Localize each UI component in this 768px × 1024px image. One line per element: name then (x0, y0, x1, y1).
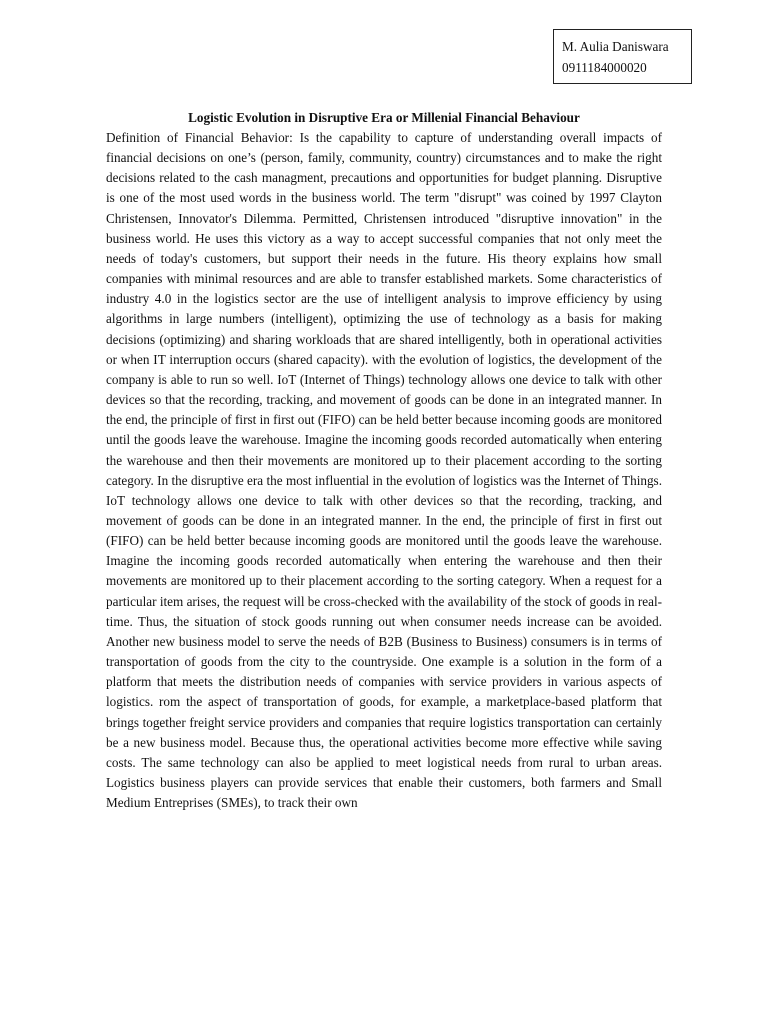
author-name: M. Aulia Daniswara (562, 39, 669, 54)
author-info-box (553, 29, 692, 84)
document-title: Logistic Evolution in Disruptive Era or Millenial Financial Behaviour (188, 110, 580, 125)
author-id: 0911184000020 (562, 60, 647, 75)
document-body-paragraph: Definition of Financial Behavior: Is the capability to capture of understanding overall impacts of financial decisions on one’s (person, family, community, country) circumstances and to make the right decisions related to the cash managment, precautions and opportunities for budget planning. Disruptive is one of the most used words in the business world. The term "disrupt" was coined by 1997 Clayton Christensen, Innovator's Dilemma. Permitted, Christensen introduced "disruptive innovation" in the business world. He uses this victory as a way to accept successful companies that not only meet the needs of today's customers, but support their needs in the future. His theory explains how small companies with minimal resources and are able to transfer established markets. Some characteristics of industry 4.0 in the logistics sector are the use of intelligent analysis to improve efficiency by using algorithms in large numbers (intelligent), optimizing the use of technology as a basis for making decisions (optimizing) and sharing workloads that are shared intelligently, both in operational activities or when IT interruption occurs (shared capacity). with the evolution of logistics, the development of the company is able to run so well. IoT (Internet of Things) technology allows one device to talk with other devices so that the recording, tracking, and movement of goods can be done in an integrated manner. In the end, the principle of first in first out (FIFO) can be held better because incoming goods are monitored until the goods leave the warehouse. Imagine the incoming goods recorded automatically when entering the warehouse and then their movements are monitored up to their placement according to the sorting category. In the disruptive era the most influential in the evolution of logistics was the Internet of Things. IoT technology allows one device to talk with other devices so that the recording, tracking, and movement of goods can be done in an integrated manner. In the end, the principle of first in first out (FIFO) can be held better because incoming goods are monitored until the goods leave the warehouse. Imagine the incoming goods recorded automatically when entering the warehouse and then their movements are monitored up to their placement according to the sorting category. When a request for a particular item arises, the request will be cross-checked with the availability of the stock of goods in real-time. Thus, the situation of stock goods running out when consumer needs increase can be avoided. Another new business model to serve the needs of B2B (Business to Business) consumers is in terms of transportation of goods from the city to the countryside. One example is a solution in the form of a platform that meets the distribution needs of companies with service providers in various aspects of logistics. rom the aspect of transportation of goods, for example, a marketplace-based platform that brings together freight service providers and companies that require logistics transportation can certainly be a new business model. Because thus, the operational activities become more effective while saving costs. The same technology can also be applied to meet logistical needs from rural to urban areas. Logistics business players can provide services that enable their customers, both farmers and Small Medium Entreprises (SMEs), to track their own (106, 130, 662, 811)
